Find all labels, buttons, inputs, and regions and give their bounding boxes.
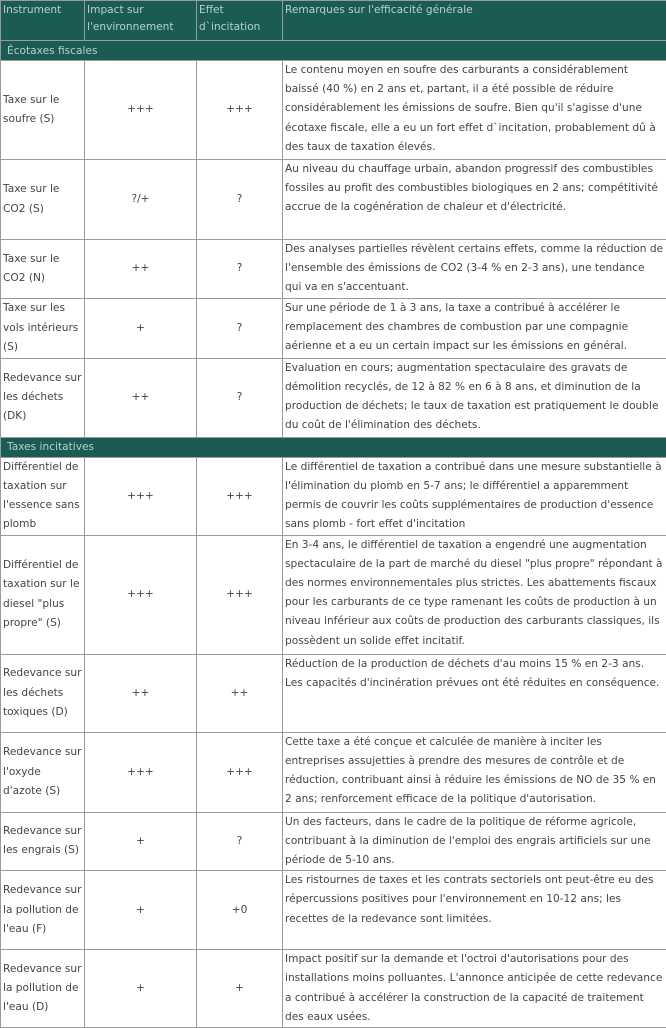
- remark-cell: Un des facteurs, dans le cadre de la politique de réforme agricole, contribuant à la diminution de l'emploi des engrais artificiels sur une période de 5-10 ans.: [283, 812, 666, 871]
- remark-cell: Impact positif sur la demande et l'octroi d'autorisations pour des installations moins polluantes. L'annonce anticipée de cette redevance a contribué à accélérer la construction de la capacité de traitement des eaux usées.: [283, 950, 666, 1028]
- instrument-cell: Redevance sur les déchets toxiques (D): [1, 654, 85, 732]
- table-row: [1, 160, 666, 240]
- remark-cell: Evaluation en cours; augmentation spectaculaire des gravats de démolition recyclés, de 12 à 82 % en 6 à 8 ans, et diminution de la production de déchets; le taux de taxation est pratiquement le double du coût de l'élimination des déchets.: [283, 358, 666, 437]
- remark-cell: Des analyses partielles révèlent certains effets, comme la réduction de l'ensemble des émissions de CO2 (3-4 % en 2-3 ans), une tendance qui va en s'accentuant.: [283, 240, 666, 299]
- incitation-cell: ?: [197, 358, 283, 437]
- instrument-cell: Taxe sur les vols intérieurs (S): [1, 298, 85, 358]
- instrument-cell: Redevance sur l'oxyde d'azote (S): [1, 732, 85, 812]
- incitation-cell: +++: [197, 535, 283, 654]
- instrument-cell: Différentiel de taxation sur le diesel "plus propre" (S): [1, 535, 85, 654]
- impact-cell: +++: [85, 61, 197, 160]
- header-remarques: Remarques sur l'efficacité générale: [283, 1, 666, 41]
- remark-cell: Sur une période de 1 à 3 ans, la taxe a contribué à accélérer le remplacement des chambres de combustion par une compagnie aérienne et a eu un certain impact sur les émissions en général.: [283, 298, 666, 358]
- header-instrument: Instrument: [1, 1, 85, 41]
- remark-cell: Au niveau du chauffage urbain, abandon progressif des combustibles fossiles au profit des combustibles biologiques en 2 ans; compétitivité accrue de la cogénération de chaleur et d'électricité.: [283, 160, 666, 240]
- remark-cell: Les ristournes de taxes et les contrats sectoriels ont peut-être eu des répercussions positives pour l'environnement en 10-12 ans; les recettes de la redevance sont limitées.: [283, 871, 666, 950]
- table-row: [1, 535, 666, 654]
- impact-cell: +: [85, 812, 197, 871]
- instrument-cell: Taxe sur le CO2 (S): [1, 160, 85, 240]
- incitation-cell: ++: [197, 654, 283, 732]
- impact-cell: +++: [85, 535, 197, 654]
- table-row: [1, 298, 666, 358]
- table-row: [1, 812, 666, 871]
- table-row: [1, 654, 666, 732]
- incitation-cell: +++: [197, 61, 283, 160]
- impact-cell: +++: [85, 732, 197, 812]
- table-row: [1, 950, 666, 1028]
- impact-cell: +: [85, 871, 197, 950]
- impact-cell: ++: [85, 358, 197, 437]
- table-row: [1, 871, 666, 950]
- instrument-cell: Redevance sur les engrais (S): [1, 812, 85, 871]
- instrument-cell: Taxe sur le soufre (S): [1, 61, 85, 160]
- incitation-cell: +0: [197, 871, 283, 950]
- instrument-cell: Taxe sur le CO2 (N): [1, 240, 85, 299]
- section-title: Taxes incitatives: [1, 437, 666, 457]
- remark-cell: Cette taxe a été conçue et calculée de manière à inciter les entreprises assujetties à prendre des mesures de contrôle et de réduction, contribuant ainsi à réduire les émissions de NO de 35 % en 2 ans; renforcement efficace de la politique d'autorisation.: [283, 732, 666, 812]
- incitation-cell: +++: [197, 732, 283, 812]
- impact-cell: +: [85, 298, 197, 358]
- impact-cell: ++: [85, 240, 197, 299]
- instrument-cell: Redevance sur les déchets (DK): [1, 358, 85, 437]
- impact-cell: ?/+: [85, 160, 197, 240]
- instrument-cell: Différentiel de taxation sur l'essence sans plomb: [1, 457, 85, 535]
- incitation-cell: +: [197, 950, 283, 1028]
- incitation-cell: +++: [197, 457, 283, 535]
- incitation-cell: ?: [197, 298, 283, 358]
- impact-cell: +++: [85, 457, 197, 535]
- section-row: [1, 41, 666, 61]
- incitation-cell: ?: [197, 240, 283, 299]
- remark-cell: En 3-4 ans, le différentiel de taxation a engendré une augmentation spectaculaire de la part de marché du diesel "plus propre" répondant à des normes environnementales plus strictes. Les abattements fiscaux pour les carburants de ce type ramenant les coûts de production à un niveau inférieur aux coûts de production des carburants classiques, ils possèdent un solide effet incitatif.: [283, 535, 666, 654]
- header-impact: Impact sur l'environnement: [85, 1, 197, 41]
- incitation-cell: ?: [197, 812, 283, 871]
- instrument-cell: Redevance sur la pollution de l'eau (D): [1, 950, 85, 1028]
- section-title: Écotaxes fiscales: [1, 41, 666, 61]
- remark-cell: Le contenu moyen en soufre des carburants a considérablement baissé (40 %) en 2 ans et, partant, il a été possible de réduire considérablement les émissions de soufre. Bien qu'il s'agisse d'une écotaxe fiscale, elle a eu un fort effet d`incitation, probablement dû à des taux de taxation élevés.: [283, 61, 666, 160]
- incitation-cell: ?: [197, 160, 283, 240]
- table-row: [1, 732, 666, 812]
- section-row: [1, 437, 666, 457]
- table-row: [1, 240, 666, 299]
- remark-cell: Réduction de la production de déchets d'au moins 15 % en 2-3 ans. Les capacités d'incinération prévues ont été réduites en conséquence.: [283, 654, 666, 732]
- header-row: [1, 1, 666, 41]
- table-row: [1, 61, 666, 160]
- table-row: [1, 457, 666, 535]
- remark-cell: Le différentiel de taxation a contribué dans une mesure substantielle à l'élimination du plomb en 5-7 ans; le différentiel a apparemment permis de couvrir les coûts supplémentaires de production d'essence sans plomb - fort effet d'incitation: [283, 457, 666, 535]
- impact-cell: +: [85, 950, 197, 1028]
- table-row: [1, 358, 666, 437]
- header-incitation: Effet d`incitation: [197, 1, 283, 41]
- instrument-cell: Redevance sur la pollution de l'eau (F): [1, 871, 85, 950]
- impact-cell: ++: [85, 654, 197, 732]
